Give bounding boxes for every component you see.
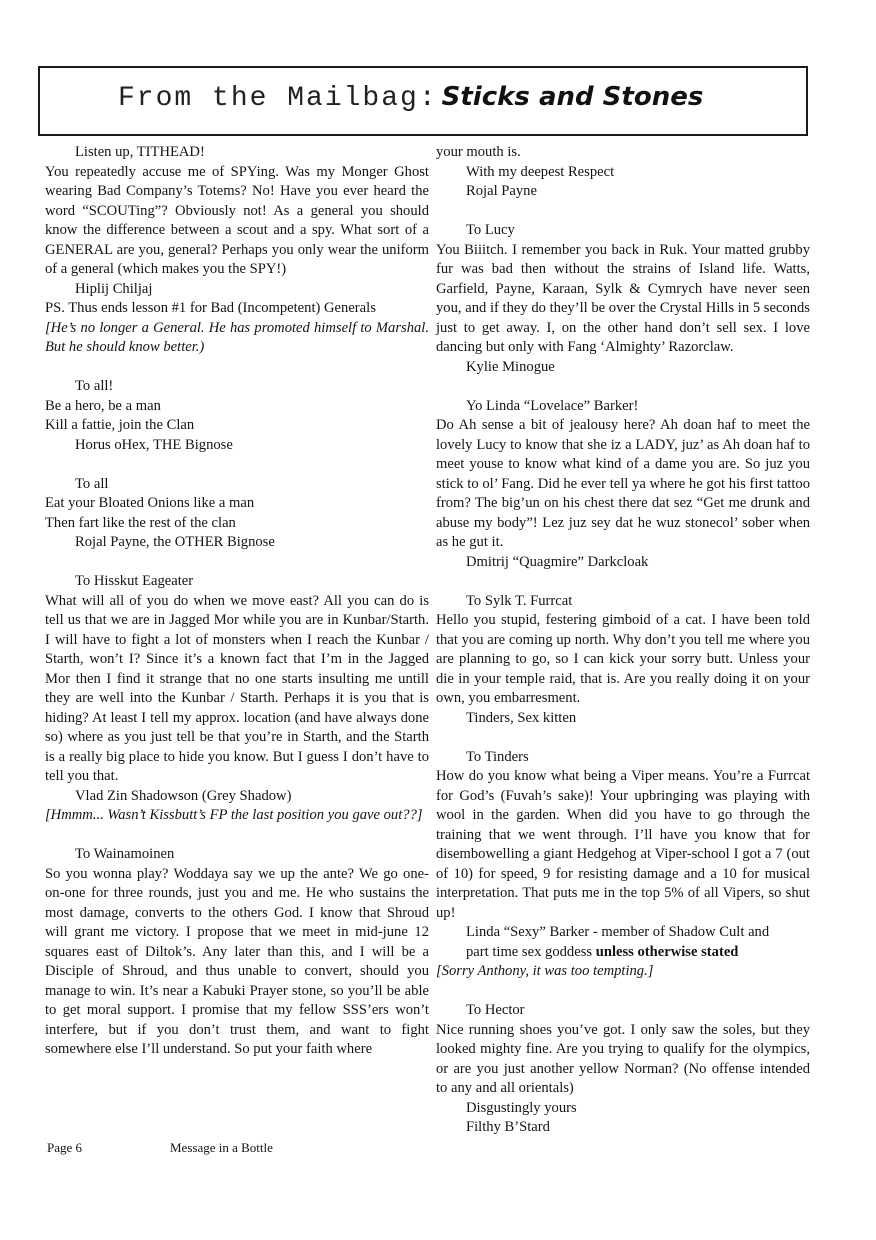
letter-greeting: To Wainamoinen	[75, 846, 175, 862]
letter-greeting: To Lucy	[466, 222, 515, 238]
page-number: Page 6	[47, 1140, 83, 1155]
letter-signature: With my deepest Respect	[466, 163, 615, 180]
editor-note: [Hmmm... Wasn’t Kissbutt’s FP the last position you gave out??]	[45, 807, 423, 823]
letter-body: Do Ah sense a bit of jealousy here? Ah doan haf to meet the lovely Lucy to know that she iz a LADY, juz’ as Ah doan haf to meet youse to know what kind of a dame you are. So juz you stick to ol’ Fang. Did he ever tell ya where he got his first tattoo from? The big’un on his chest there dat sez “Get me drunk and abuse my body”! Lez juz sey dat he wuz stonecol’ sober when as he gut it.	[436, 417, 810, 550]
title-deco: Sticks and Stones	[441, 82, 704, 112]
letter-signature: Filthy B’Stard	[466, 1119, 550, 1135]
letter-body: What will all of you do when we move east? All you can do is tell us that we are in Jagged Mor while you are in Kunbar/Starth. I will have to fight a lot of monsters when I reach the Kunbar / Starth, won’t I? Since it’s a known fact that I’m in the Jagged Mor then I find it strange that no one starts insulting me untill they are well into the Kunbar / Starth. Perhaps it is you that is hiding? At least I tell my approx. location (and have always done so) where as you just tell be that you’re in Starth, and the Starth is a really big place to hide you know. But I guess I don’t have to tell you that.	[45, 592, 429, 784]
left-column	[45, 143, 429, 1060]
letter-greeting: Listen up, TITHEAD!	[75, 144, 205, 160]
letter-body: Hello you stupid, festering gimboid of a cat. I have been told that you are coming up north. Why don’t you tell me where you are planning to go, so I can kick your sorry butt. Unless your die in your temple raid, that is. Are you really doing it on your own, you embarresment.	[436, 612, 810, 706]
letter-line: Kill a fattie, join the Clan	[45, 417, 195, 433]
letter-body: You repeatedly accuse me of SPYing. Was my Monger Ghost wearing Bad Company’s Totems? No! Have you ever heard the word “SCOUTing”? Obviously not! As a general you should know the difference between a scout and a spy. What sort of a GENERAL are you, general? Perhaps you only wear the uniform of a general (which makes you the SPY!)	[45, 163, 429, 277]
letter-signature: Linda “Sexy” Barker - member of Shadow Cult and	[466, 924, 770, 940]
letter-signature: Tinders, Sex kitten	[466, 709, 577, 726]
letter-signature: Vlad Zin Shadowson (Grey Shadow)	[75, 787, 292, 804]
signature-emphasis: unless otherwise stated	[595, 943, 739, 960]
page-title	[118, 82, 703, 114]
letter-line: Then fart like the rest of the clan	[45, 514, 236, 531]
letter-body: Nice running shoes you’ve got. I only saw the soles, but they looked mighty fine. Are you trying to qualify for the olympics, or are you just another yellow Norman? (No offense intended to any and all orientals)	[436, 1021, 810, 1096]
letter-signature: Dmitrij “Quagmire” Darkcloak	[466, 553, 649, 570]
letter-signature	[436, 943, 810, 963]
publication-title: Message in a Bottle	[170, 1140, 273, 1155]
letter-line: Eat your Bloated Onions like a man	[45, 495, 255, 511]
letter-greeting: Yo Linda “Lovelace” Barker!	[466, 397, 639, 414]
letter-postscript: PS. Thus ends lesson #1 for Bad (Incompetent) Generals	[45, 300, 376, 316]
letter-greeting: To Hector	[466, 1002, 525, 1018]
letter-greeting: To Sylk T. Furrcat	[466, 592, 573, 609]
letter-greeting: To all	[75, 475, 109, 492]
title-prefix: From the Mailbag:	[118, 83, 438, 114]
letter-body: You Biiitch. I remember you back in Ruk. Your matted grubby fur was bad then without the strains of Island life. Watts, Garfield, Payne, Karaan, Sylk & Cymrych have never seen you, and if they do they’ll be over the Crystal Hills in 5 seconds just to get away. I, on the other hand don’t sell sex. I love dancing but only with Fang ‘Almighty’ Razorclaw.	[436, 241, 810, 355]
signature-text: part time sex goddess	[466, 943, 593, 960]
letter-signature: Hiplij Chiljaj	[75, 280, 153, 297]
header-box	[38, 66, 808, 136]
letter-signature: Rojal Payne, the OTHER Bignose	[75, 534, 275, 550]
letter-signature: Rojal Payne	[466, 183, 537, 199]
letter-continuation: your mouth is.	[436, 144, 521, 160]
letter-signature: Kylie Minogue	[466, 358, 555, 375]
right-column	[436, 143, 810, 1138]
letter-body: How do you know what being a Viper means. You’re a Furrcat for God’s (Fuvah’s sake)! Your upbringing was playing with wool in the garden. When did you have to go through the training that we went through. I’ll have you know that for disembowelling a giant Hedgehog at Viper-school I got a 7 (out of 10) for speed, 9 for resisting damage and a 10 for musical interpretation. That puts me in the top 5% of all Vipers, so shut up!	[436, 768, 810, 921]
letter-signature: Horus oHex, THE Bignose	[75, 436, 233, 453]
letter-greeting: To Tinders	[466, 748, 529, 765]
editor-note: [Sorry Anthony, it was too tempting.]	[436, 963, 654, 979]
letter-line: Be a hero, be a man	[45, 397, 161, 414]
letter-greeting: To Hisskut Eageater	[75, 573, 194, 589]
letter-greeting: To all!	[75, 378, 114, 394]
letter-body: So you wonna play? Woddaya say we up the ante? We go one-on-one for three rounds, just you and me. He who sustains the most damage, converts to the others God. I know that Shroud will grant me victory. I propose that we meet in mid-june 12 squares east of Diltok’s. Any later than this, and I will be a Disciple of Shroud, and thus unable to convert, should you manage to win. It’s near a Kabuki Prayer stone, so you’ll be able to get moral support. I promise that my fellow SSS’ers won’t interfere, but if you don’t trust them, and want to fight somewhere else I’ll understand. So put your faith where	[45, 865, 429, 1057]
letter-signature: Disgustingly yours	[466, 1099, 577, 1116]
editor-note: [He’s no longer a General. He has promoted himself to Marshal. But he should know better.)	[45, 319, 429, 355]
